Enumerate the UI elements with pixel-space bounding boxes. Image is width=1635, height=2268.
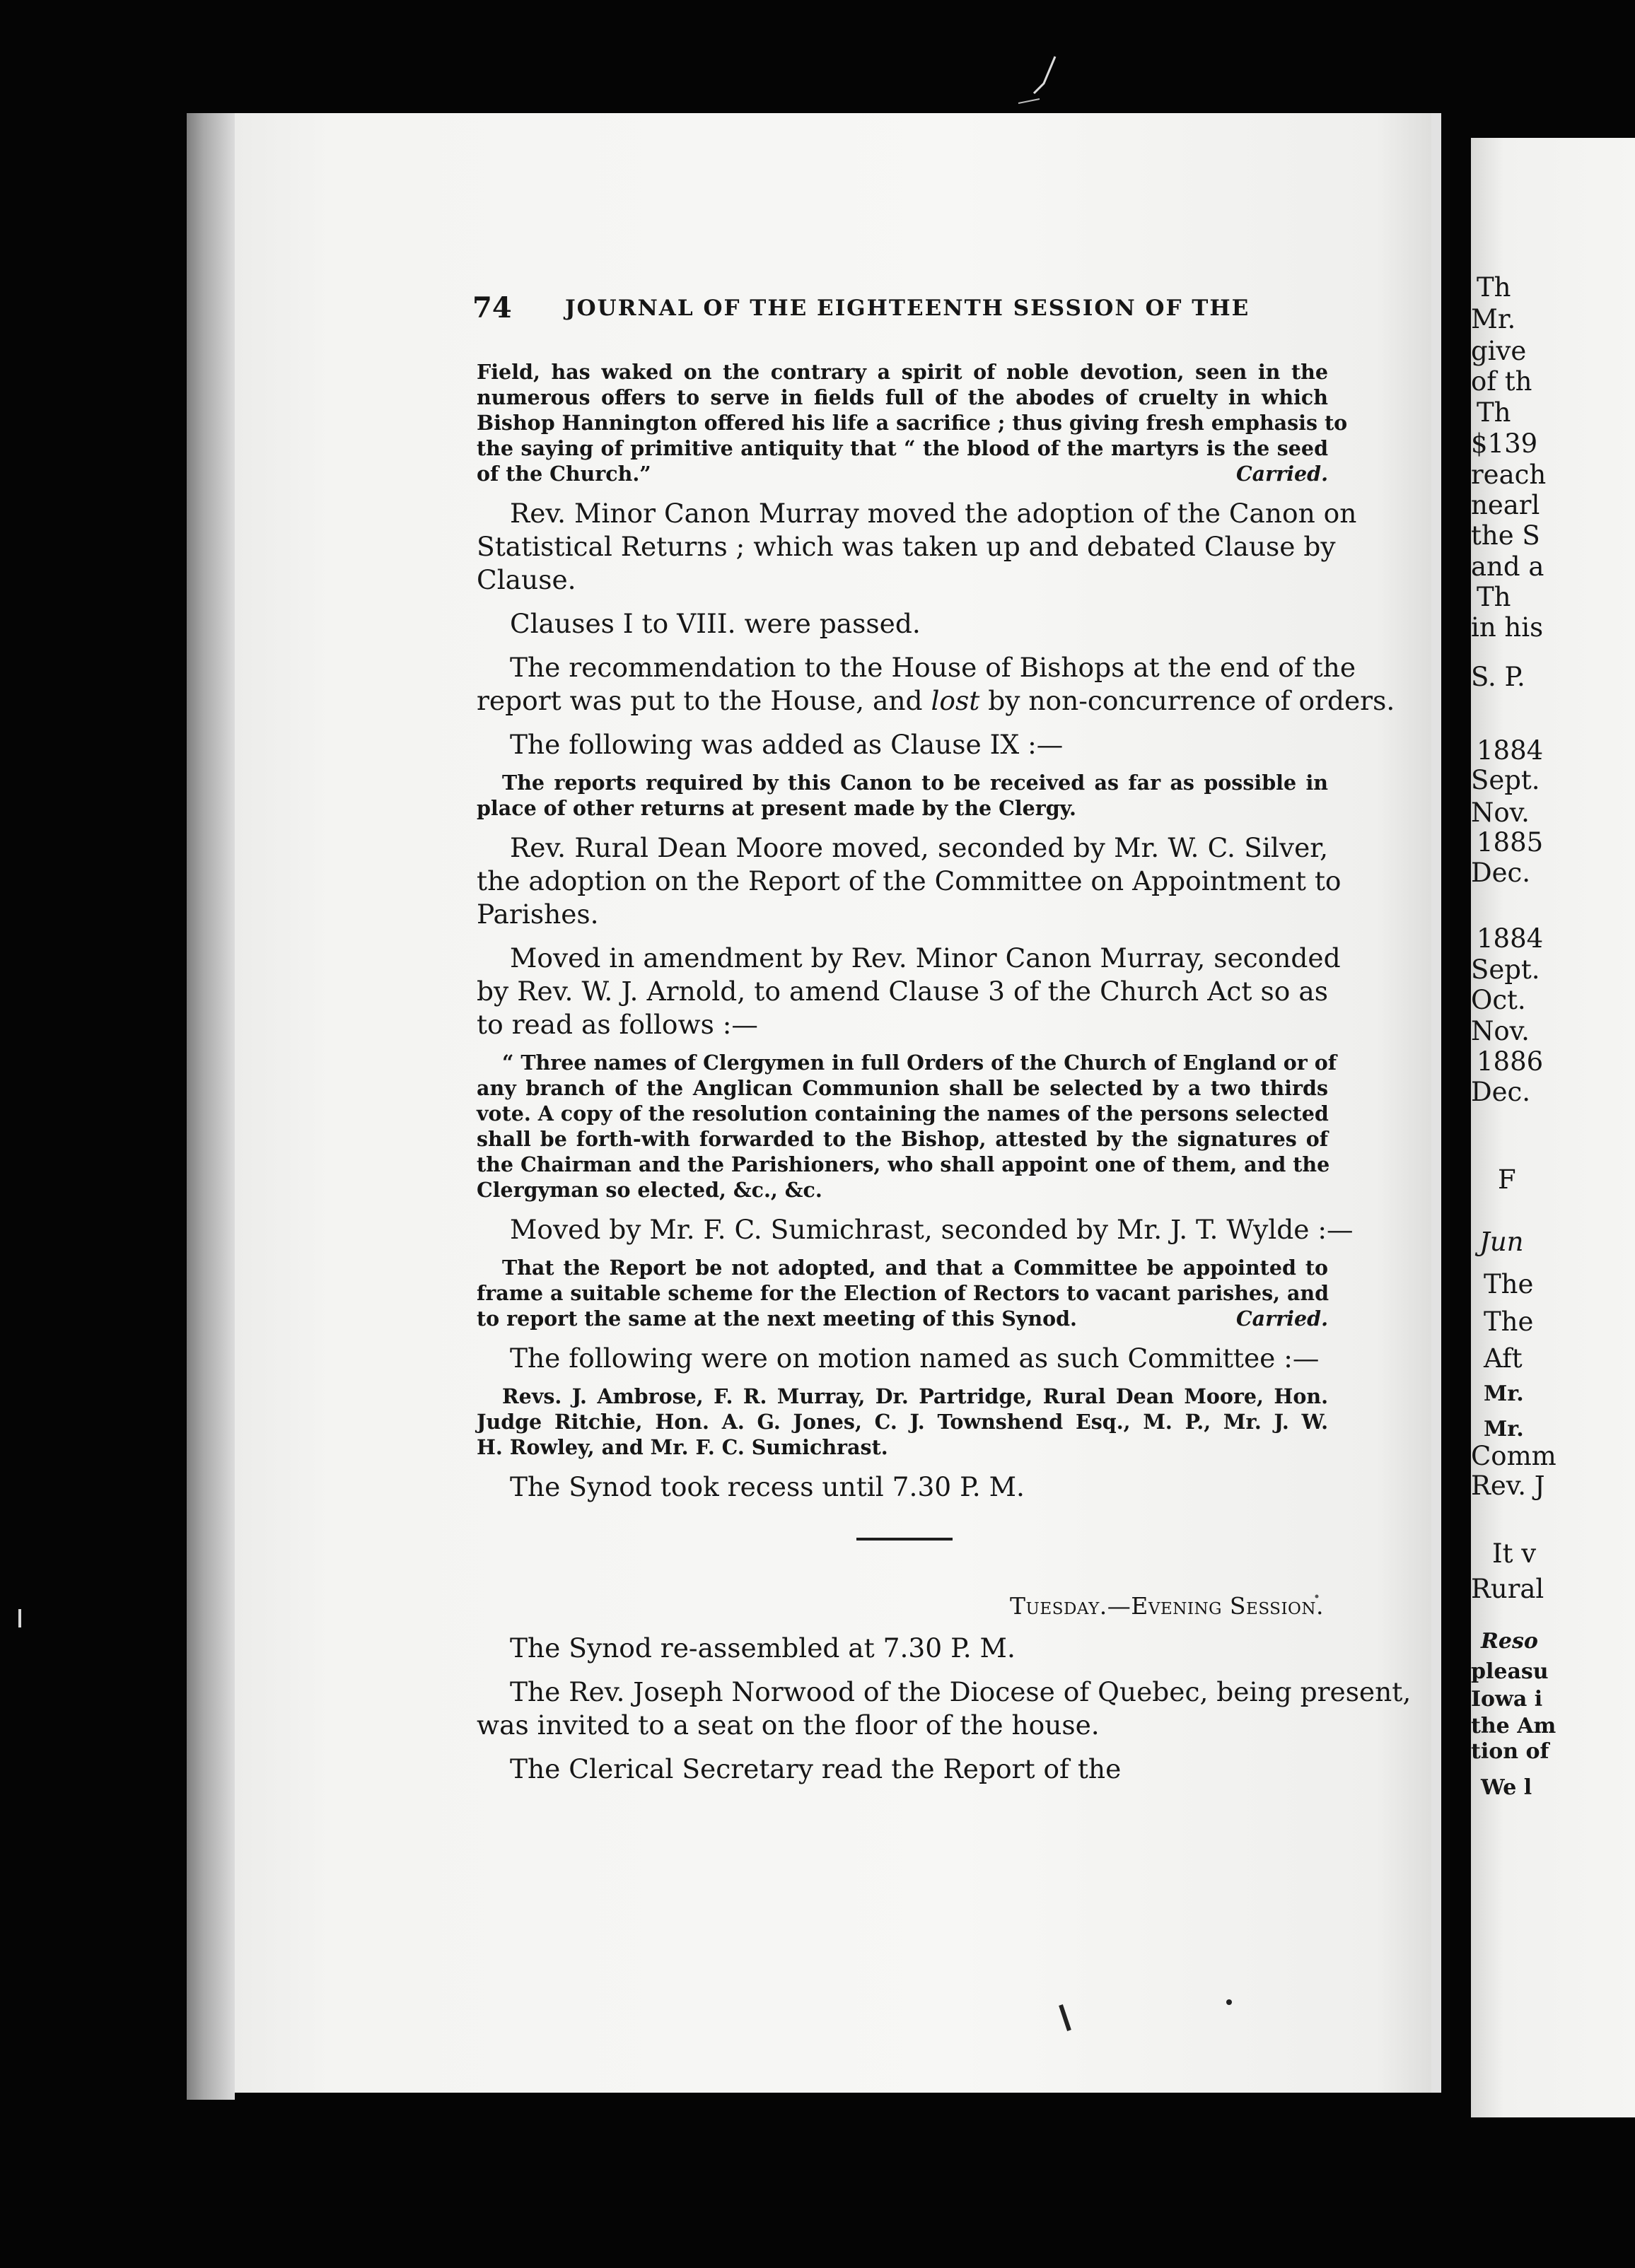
facing-page-fragment: 1884	[1477, 735, 1544, 766]
facing-page-fragment: Sept.	[1471, 765, 1540, 795]
text-line: The Clerical Secretary read the Report of the	[510, 1753, 1122, 1784]
text-line: Moved in amendment by Rev. Minor Canon Murray, seconded	[510, 942, 1341, 974]
text-line: Parishes.	[477, 899, 599, 930]
facing-page-fragment: The	[1484, 1269, 1534, 1299]
session-heading	[477, 1591, 1324, 1621]
section-rule	[856, 1538, 953, 1541]
text-line-with-verdict	[477, 461, 1328, 486]
text-line: the adoption on the Report of the Committee on Appointment to	[477, 865, 1342, 896]
scratch-mark-top-2	[1018, 99, 1040, 103]
text-line: vote. A copy of the resolution containing the names of the persons selected	[477, 1101, 1329, 1126]
text-line-mixed	[477, 684, 1395, 718]
facing-page-fragment: Sept.	[1471, 954, 1540, 985]
facing-page-fragment: pleasu	[1471, 1659, 1549, 1684]
facing-page-fragment: the Am	[1471, 1714, 1557, 1738]
facing-page-fragment: reach	[1471, 460, 1547, 490]
text-line: Revs. J. Ambrose, F. R. Murray, Dr. Partridge, Rural Dean Moore, Hon.	[502, 1384, 1328, 1408]
para-clause-ix	[477, 728, 1328, 761]
text-line: to read as follows :—	[477, 1009, 758, 1040]
facing-page-fragment: The	[1484, 1307, 1534, 1337]
text-line: Clauses I to VIII. were passed.	[510, 608, 921, 639]
text-segment: by non-concurrence of orders.	[988, 685, 1395, 716]
facing-page-fragment: Mr.	[1484, 1417, 1524, 1442]
quote-report-not-adopted	[477, 1255, 1328, 1331]
facing-page-fragment: 1886	[1477, 1046, 1544, 1077]
para-reassembled	[477, 1632, 1328, 1665]
facing-page-fragment: Mr.	[1484, 1381, 1524, 1406]
facing-page-fragment: nearl	[1471, 490, 1540, 520]
para-sumichrast	[477, 1213, 1354, 1246]
facing-page-fragment: Oct.	[1471, 985, 1526, 1015]
facing-page-fragment: 1885	[1477, 827, 1544, 858]
running-head: JOURNAL OF THE EIGHTEENTH SESSION OF THE	[565, 296, 1250, 321]
quote-clause-ix	[477, 770, 1328, 821]
facing-page-fragment: Rural	[1471, 1574, 1544, 1604]
facing-page-fragment: and a	[1471, 551, 1544, 582]
facing-page-fragment: 1884	[1477, 923, 1544, 954]
facing-page-fragment: Comm	[1471, 1441, 1557, 1471]
text-line: Clergyman so elected, &c., &c.	[477, 1178, 822, 1202]
facing-page-fragment: F	[1498, 1164, 1516, 1195]
text-line-with-verdict	[477, 1306, 1328, 1331]
carried-label: Carried.	[1236, 462, 1328, 486]
text-line: Clause.	[477, 564, 576, 595]
text-line: by Rev. W. J. Arnold, to amend Clause 3 of the Church Act so as	[477, 976, 1328, 1007]
facing-page-fragment: Rev. J	[1471, 1471, 1545, 1501]
facing-page-fragment: Mr.	[1471, 304, 1516, 334]
para-recommendation	[477, 651, 1395, 718]
lost-word: lost	[931, 685, 980, 716]
para-committee-named	[477, 1342, 1328, 1375]
text-line: Statistical Returns ; which was taken up and debated Clause by	[477, 531, 1336, 562]
facing-page-fragment: Nov.	[1471, 1016, 1530, 1046]
text-line: The Synod re-assembled at 7.30 P. M.	[510, 1632, 1016, 1664]
text-line: the saying of primitive antiquity that “ the blood of the martyrs is the seed	[477, 436, 1328, 460]
text-line: That the Report be not adopted, and that a Committee be appointed to	[502, 1256, 1328, 1280]
text-line: frame a suitable scheme for the Election of Rectors to vacant parishes, and	[477, 1281, 1329, 1305]
facing-page-fragment: tion of	[1471, 1739, 1549, 1764]
para-rural-dean-moore	[477, 831, 1342, 931]
text-line: H. Rowley, and Mr. F. C. Sumichrast.	[477, 1435, 888, 1459]
facing-page-fragment: Dec.	[1471, 858, 1531, 888]
text-line: to report the same at the next meeting of this Synod.	[477, 1307, 1077, 1331]
facing-page-fragment: Reso	[1481, 1629, 1538, 1654]
facing-page-fragment: Th	[1477, 582, 1511, 612]
text-line: The Rev. Joseph Norwood of the Diocese of Quebec, being present,	[510, 1676, 1412, 1707]
quote-martyrs	[477, 359, 1348, 486]
text-line: The following were on motion named as such Committee :—	[510, 1343, 1320, 1374]
text-line: was invited to a seat on the floor of the house.	[477, 1709, 1100, 1741]
facing-page-fragment: We l	[1481, 1775, 1532, 1800]
ink-dot-bottom	[1226, 1999, 1232, 2005]
para-amendment	[477, 942, 1341, 1041]
facing-page-fragment: It v	[1492, 1538, 1537, 1569]
text-line: any branch of the Anglican Communion shall be selected by a two thirds	[477, 1076, 1328, 1100]
text-line: The reports required by this Canon to be received as far as possible in	[502, 771, 1328, 795]
text-line: Field, has waked on the contrary a spirit of noble devotion, seen in the	[477, 360, 1328, 384]
facing-page-fragment: Jun	[1479, 1227, 1524, 1257]
facing-page-fragment: S. P.	[1471, 662, 1525, 692]
text-line: The recommendation to the House of Bishops at the end of the	[510, 652, 1356, 683]
quote-three-names	[477, 1050, 1337, 1203]
page-number: 74	[472, 291, 512, 325]
text-line: Rev. Rural Dean Moore moved, seconded by Mr. W. C. Silver,	[510, 832, 1328, 863]
facing-page-fragment: $139	[1471, 428, 1538, 459]
text-line: numerous offers to serve in fields full of the abodes of cruelty in which	[477, 385, 1328, 409]
text-line: “ Three names of Clergymen in full Orders of the Church of England or of	[502, 1051, 1337, 1075]
text-line: place of other returns at present made by the Clergy.	[477, 796, 1076, 820]
facing-page-fragment: Th	[1477, 272, 1511, 303]
facing-page-fragment: Aft	[1484, 1343, 1523, 1374]
facing-page-fragment: Dec.	[1471, 1077, 1531, 1107]
text-line: The following was added as Clause IX :—	[510, 729, 1064, 760]
session-dash: —	[1107, 1592, 1131, 1620]
ink-speck-bottom	[1061, 2005, 1069, 2030]
text-line: of the Church.”	[477, 462, 651, 486]
para-norwood	[477, 1676, 1412, 1742]
text-line: shall be forth-with forwarded to the Bishop, attested by the signatures of	[477, 1127, 1328, 1151]
session-name: Evening Session.	[1131, 1592, 1324, 1620]
facing-page-fragment: Iowa i	[1471, 1687, 1543, 1712]
committee-list	[477, 1384, 1328, 1460]
para-recess	[477, 1471, 1328, 1504]
text-line: the Chairman and the Parishioners, who shall appoint one of them, and the	[477, 1152, 1330, 1176]
facing-page-fragment: Nov.	[1471, 797, 1530, 828]
body-text	[477, 359, 1412, 1786]
scratch-mark-top	[1034, 57, 1055, 93]
text-line: Bishop Hannington offered his life a sacrifice ; thus giving fresh emphasis to	[477, 411, 1348, 435]
para-statistical-returns	[477, 497, 1357, 597]
carried-label: Carried.	[1236, 1307, 1328, 1331]
page-header	[472, 287, 1321, 329]
session-day: Tuesday.	[1010, 1592, 1107, 1620]
para-clauses-passed	[477, 607, 1328, 641]
facing-page-fragment: of th	[1471, 366, 1532, 397]
facing-page-fragment: Th	[1477, 397, 1511, 428]
text-segment: report was put to the House, and	[477, 685, 923, 716]
facing-page-fragment: in his	[1471, 612, 1544, 643]
facing-page-fragment: give	[1471, 336, 1527, 366]
para-clerical-secretary	[477, 1753, 1328, 1786]
text-line: The Synod took recess until 7.30 P. M.	[510, 1471, 1025, 1502]
facing-page-fragment: the S	[1471, 520, 1540, 551]
text-line: Moved by Mr. F. C. Sumichrast, seconded by Mr. J. T. Wylde :—	[510, 1214, 1354, 1245]
text-line: Judge Ritchie, Hon. A. G. Jones, C. J. Townshend Esq., M. P., Mr. J. W.	[477, 1410, 1328, 1434]
text-line: Rev. Minor Canon Murray moved the adoption of the Canon on	[510, 498, 1357, 529]
speck-left-margin	[18, 1609, 21, 1627]
